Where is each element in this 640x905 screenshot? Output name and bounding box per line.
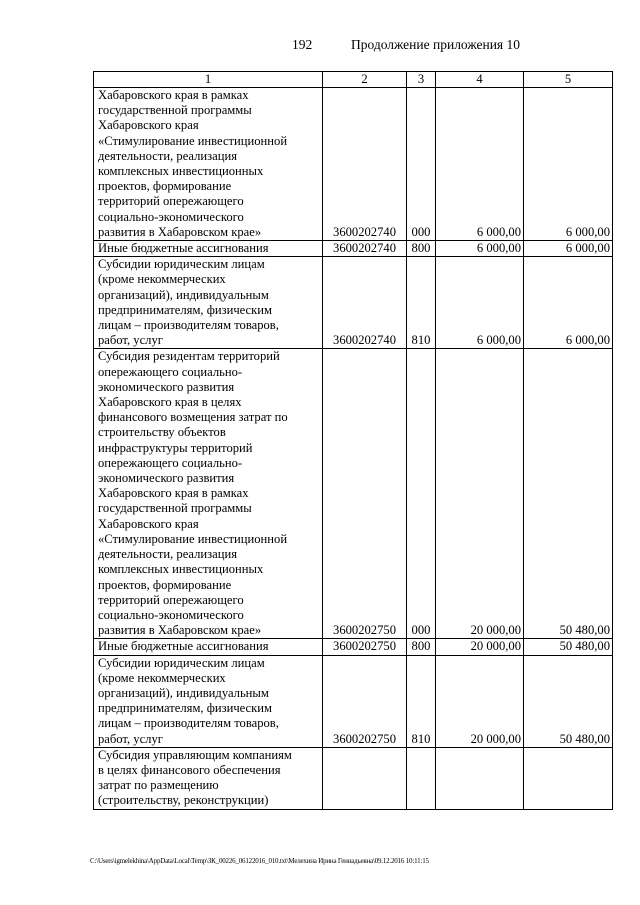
row-name-line: строительству объектов	[98, 425, 226, 440]
row-sum-2016: 6 000,00	[436, 88, 524, 241]
row-name-line: комплексных инвестиционных	[98, 164, 264, 179]
table-row	[94, 241, 613, 257]
row-name-line: предпринимателям, физическим	[98, 701, 272, 716]
row-expense-type: 810	[407, 257, 436, 349]
row-name-line: территорий опережающего	[98, 194, 244, 209]
footer-path: C:\Users\igmelekhina\AppData\Local\Temp\ЗК_00226_06122016_010.txt\Мелехина Ирина Геннадьевна\09.12.2016 10:11:15	[90, 857, 429, 865]
row-name-line: деятельности, реализация	[98, 148, 237, 163]
row-name-line: развития в Хабаровском крае»	[98, 224, 262, 239]
column-header-1: 1	[94, 72, 323, 88]
row-name-line: «Стимулирование инвестиционной	[98, 133, 288, 148]
row-sum-2016: 20 000,00	[436, 655, 524, 747]
row-name	[94, 639, 323, 655]
row-name	[94, 747, 323, 809]
row-sum-2016: 20 000,00	[436, 349, 524, 639]
row-name-line: в целях финансового обеспечения	[98, 762, 281, 777]
row-name-line: деятельности, реализация	[98, 547, 237, 562]
row-expense-type: 800	[407, 241, 436, 257]
row-name-line: Иные бюджетные ассигнования	[98, 241, 269, 256]
row-code: 3600202740	[323, 88, 407, 241]
row-name-line: развития в Хабаровском крае»	[98, 623, 262, 638]
row-expense-type: 800	[407, 639, 436, 655]
column-header-3: 3	[407, 72, 436, 88]
column-header-4: 4	[436, 72, 524, 88]
table-row	[94, 655, 613, 747]
column-header-row	[94, 72, 613, 88]
row-name-line: Субсидии юридическим лицам	[98, 257, 265, 272]
row-code: 3600202740	[323, 241, 407, 257]
row-name-line: организаций), индивидуальным	[98, 287, 269, 302]
row-sum-2016: 6 000,00	[436, 241, 524, 257]
row-name-line: организаций), индивидуальным	[98, 685, 269, 700]
page-header	[0, 37, 640, 57]
row-name-line: опережающего социально-	[98, 455, 243, 470]
row-code: 3600202750	[323, 655, 407, 747]
table-row	[94, 639, 613, 655]
table-body	[94, 88, 613, 810]
row-expense-type: 000	[407, 88, 436, 241]
row-name-line: экономического развития	[98, 379, 235, 394]
row-name	[94, 257, 323, 349]
row-name-line: государственной программы	[98, 501, 252, 516]
row-sum-2017: 6 000,00	[524, 257, 613, 349]
page-number: 192	[292, 37, 313, 52]
table-row	[94, 88, 613, 241]
row-name-line: Субсидия управляющим компаниям	[98, 747, 292, 762]
row-name-line: Субсидия резидентам территорий	[98, 349, 280, 364]
row-name-line: проектов, формирование	[98, 577, 232, 592]
row-name-line: проектов, формирование	[98, 179, 232, 194]
row-name-line: затрат по размещению	[98, 778, 219, 793]
table-row	[94, 349, 613, 639]
row-name-line: лицам – производителям товаров,	[98, 318, 279, 333]
row-name-line: лицам – производителям товаров,	[98, 716, 279, 731]
row-sum-2017: 50 480,00	[524, 655, 613, 747]
row-sum-2017: 6 000,00	[524, 241, 613, 257]
row-name-line: Хабаровского края	[98, 118, 199, 133]
row-name-line: Хабаровского края в целях	[98, 395, 242, 410]
table-row	[94, 747, 613, 809]
row-name-line: государственной программы	[98, 103, 252, 118]
row-name-line: социально-экономического	[98, 209, 244, 224]
row-expense-type: 000	[407, 349, 436, 639]
row-name-line: социально-экономического	[98, 607, 244, 622]
row-sum-2017: 50 480,00	[524, 349, 613, 639]
row-name-line: экономического развития	[98, 471, 235, 486]
row-name-line: (кроме некоммерческих	[98, 272, 226, 287]
row-expense-type: 810	[407, 655, 436, 747]
row-name-line: Хабаровского края в рамках	[98, 88, 249, 102]
row-name-line: финансового возмещения затрат по	[98, 410, 288, 425]
row-sum-2016	[436, 747, 524, 809]
row-sum-2017: 6 000,00	[524, 88, 613, 241]
row-name	[94, 349, 323, 639]
table-row	[94, 257, 613, 349]
row-name-line: комплексных инвестиционных	[98, 562, 264, 577]
row-name-line: Хабаровского края в рамках	[98, 486, 249, 501]
row-name-line: работ, услуг	[98, 731, 163, 746]
row-name-line: территорий опережающего	[98, 592, 244, 607]
continuation-title: Продолжение приложения 10	[351, 37, 521, 52]
row-name-line: «Стимулирование инвестиционной	[98, 531, 288, 546]
row-name-line: опережающего социально-	[98, 364, 243, 379]
row-name-line: (строительству, реконструкции)	[98, 793, 269, 808]
budget-table	[93, 71, 613, 810]
row-name	[94, 88, 323, 241]
row-name-line: предпринимателям, физическим	[98, 302, 272, 317]
row-name-line: Хабаровского края	[98, 516, 199, 531]
row-code: 3600202740	[323, 257, 407, 349]
row-name-line: Иные бюджетные ассигнования	[98, 639, 269, 654]
column-header-5: 5	[524, 72, 613, 88]
row-name-line: работ, услуг	[98, 333, 163, 348]
row-code: 3600202750	[323, 349, 407, 639]
row-sum-2016: 6 000,00	[436, 257, 524, 349]
row-sum-2017: 50 480,00	[524, 639, 613, 655]
row-name-line: (кроме некоммерческих	[98, 670, 226, 685]
row-name	[94, 655, 323, 747]
row-name-line: Субсидии юридическим лицам	[98, 655, 265, 670]
row-expense-type	[407, 747, 436, 809]
row-code: 3600202750	[323, 639, 407, 655]
row-name-line: инфраструктуры территорий	[98, 440, 253, 455]
row-name	[94, 241, 323, 257]
column-header-2: 2	[323, 72, 407, 88]
row-sum-2016: 20 000,00	[436, 639, 524, 655]
row-sum-2017	[524, 747, 613, 809]
row-code	[323, 747, 407, 809]
